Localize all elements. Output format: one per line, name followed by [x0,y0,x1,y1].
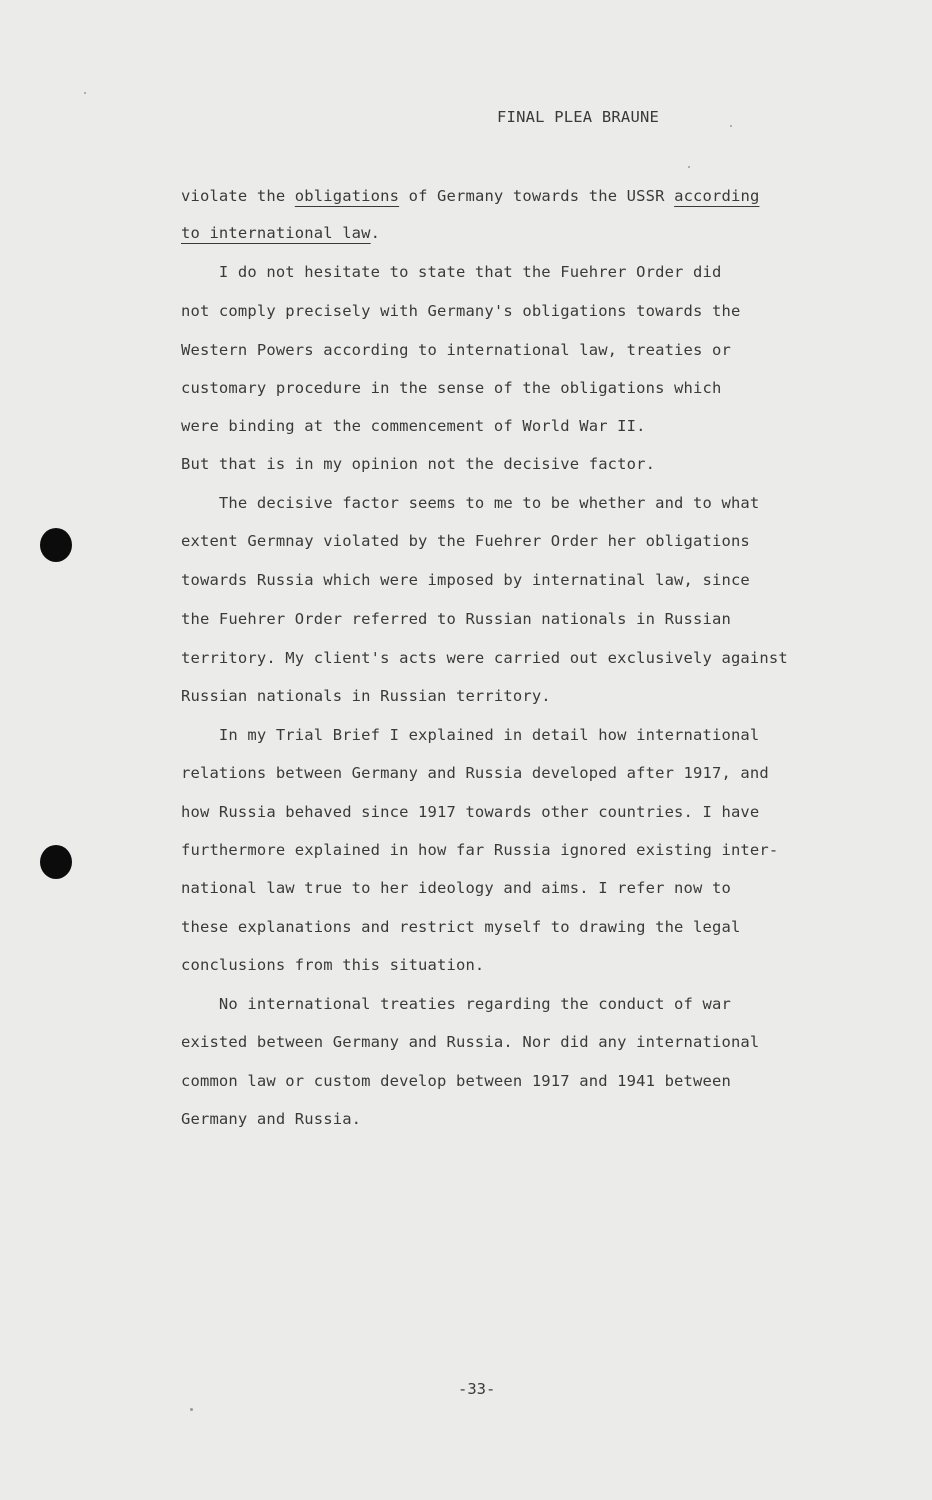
text-line-25: Germany and Russia. [181,1110,362,1128]
text-line-14: Russian nationals in Russian territory. [181,687,551,705]
underlined-text: obligations [294,187,400,205]
paper-speck [730,125,732,127]
punch-hole-bottom [40,845,72,879]
page-number: -33- [458,1380,496,1398]
paper-speck [190,1408,193,1411]
text-line-23: existed between Germany and Russia. Nor did any international [181,1033,760,1051]
text-line-9: The decisive factor seems to me to be whether and to what [181,494,760,512]
text-line-20: these explanations and restrict myself to drawing the legal [181,918,741,936]
page-header: FINAL PLEA BRAUNE [497,108,660,126]
text-line-1 [181,186,759,206]
text-segment: violate the [181,187,295,205]
text-line-2 [181,223,380,243]
text-line-15: In my Trial Brief I explained in detail how international [181,726,760,744]
text-line-4: not comply precisely with Germany's obligations towards the [181,302,741,320]
text-line-8: But that is in my opinion not the decisive factor. [181,455,656,473]
text-segment: of Germany towards the USSR [399,187,675,205]
text-segment: . [370,224,381,242]
underlined-text: according [674,187,760,205]
paper-speck [688,166,690,168]
text-line-11: towards Russia which were imposed by internatinal law, since [181,571,750,589]
text-line-13: territory. My client's acts were carried out exclusively against [181,649,788,667]
text-line-19: national law true to her ideology and aims. I refer now to [181,879,731,897]
underlined-text: to international law [181,224,371,242]
text-line-10: extent Germnay violated by the Fuehrer Order her obligations [181,532,750,550]
text-line-21: conclusions from this situation. [181,956,485,974]
text-line-24: common law or custom develop between 1917 and 1941 between [181,1072,731,1090]
text-line-18: furthermore explained in how far Russia ignored existing inter- [181,841,779,859]
text-line-16: relations between Germany and Russia developed after 1917, and [181,764,769,782]
text-line-12: the Fuehrer Order referred to Russian nationals in Russian [181,610,731,628]
text-line-6: customary procedure in the sense of the obligations which [181,379,722,397]
text-line-5: Western Powers according to international law, treaties or [181,341,731,359]
punch-hole-top [40,528,72,562]
paper-speck [84,92,86,94]
text-line-22: No international treaties regarding the conduct of war [181,995,731,1013]
text-line-7: were binding at the commencement of World War II. [181,417,646,435]
text-line-17: how Russia behaved since 1917 towards other countries. I have [181,803,760,821]
text-line-3: I do not hesitate to state that the Fuehrer Order did [181,263,722,281]
